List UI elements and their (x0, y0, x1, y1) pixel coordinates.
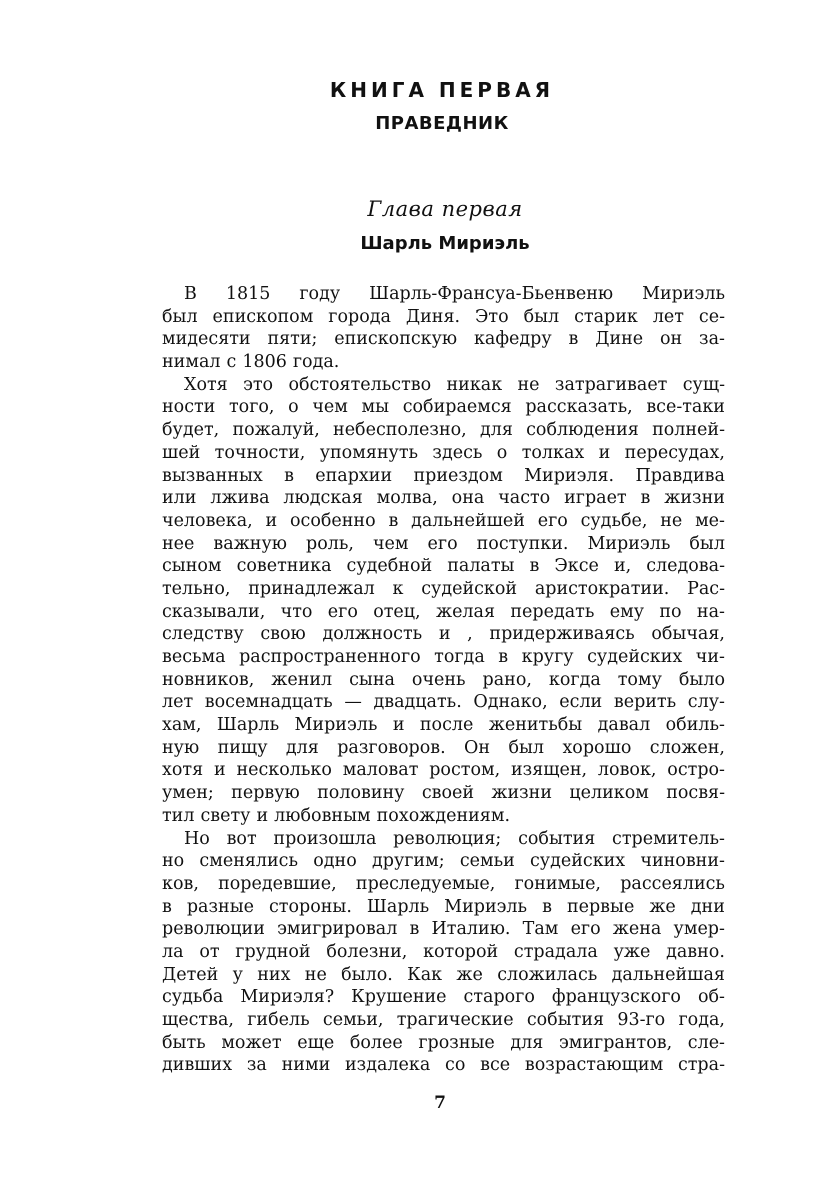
text-line: нее важную роль, чем его поступки. Мириэль был (162, 533, 725, 554)
paragraph (162, 828, 725, 1078)
text-line: сказывали, что его отец, желая передать ему по на- (162, 601, 725, 622)
text-line: но сменялись одно другим; семьи судейских чиновни- (162, 851, 725, 872)
text-line: Но вот произошла революция; события стремитель- (184, 828, 725, 849)
text-line: весьма распространенного тогда в кругу судейских чи- (162, 647, 725, 667)
text-line: ла от грудной болезни, которой страдала уже давно. (162, 941, 725, 962)
text-line: ков, поредевшие, преследуемые, гонимые, рассеялись (162, 873, 725, 894)
paragraph (162, 283, 725, 374)
text-line: в разные стороны. Шарль Мириэль в первые же дни (162, 896, 725, 917)
text-line: тил свету и любовным похождениям. (162, 805, 511, 826)
text-line: хотя и несколько маловат ростом, изящен, ловок, остро- (162, 760, 725, 781)
text-line: мидесяти пяти; епископскую кафедру в Дине он за- (162, 329, 725, 350)
text-line: вызванных в епархии приездом Мириэля. Правдива (162, 465, 725, 486)
text-line: новников, женил сына очень рано, когда тому было (162, 669, 725, 690)
text-line: ную пищу для разговоров. Он был хорошо сложен, (162, 737, 725, 758)
chapter-title: Шарль Мириэль (360, 233, 530, 254)
text-line: сыном советника судебной палаты в Эксе и, следова- (162, 556, 725, 577)
chapter-label: Глава первая (367, 197, 523, 221)
text-line: человека, и особенно в дальнейшей его судьбе, не ме- (162, 510, 725, 531)
text-line: лет восемнадцать — двадцать. Однако, если верить слу- (162, 692, 725, 713)
text-line: быть может еще более грозные для эмигрантов, сле- (162, 1032, 725, 1053)
text-line: Детей у них не было. Как же сложилась дальнейшая (162, 964, 725, 985)
book-subtitle: ПРАВЕДНИК (375, 113, 509, 134)
book-title: КНИГА ПЕРВАЯ (329, 78, 555, 102)
body-text (162, 283, 725, 1077)
text-line: ности того, о чем мы собираемся рассказать, все-таки (162, 397, 725, 418)
text-line: хам, Шарль Мириэль и после женитьбы давал обиль- (162, 715, 725, 736)
text-line: революции эмигрировал в Италию. Там его жена умер- (162, 919, 725, 940)
text-line: следству свою должность и , придерживаясь обычая, (162, 624, 725, 645)
text-line: умен; первую половину своей жизни целиком посвя- (162, 783, 725, 804)
text-line: шей точности, упомянуть здесь о толках и пересудах, (162, 442, 725, 463)
text-line: дивших за ними издалека со все возрастающим стра- (162, 1055, 725, 1076)
text-line: или лжива людская молва, она часто играет в жизни (162, 488, 725, 509)
text-line: был епископом города Диня. Это был старик лет се- (162, 306, 725, 327)
text-line: нимал с 1806 года. (162, 352, 340, 373)
paragraph (162, 374, 725, 828)
text-line: будет, пожалуй, небесполезно, для соблюдения полней- (162, 420, 725, 441)
text-line: В 1815 году Шарль-Франсуа-Бьенвеню Мириэль (184, 284, 725, 304)
page-number: 7 (434, 1093, 446, 1113)
text-line: Хотя это обстоятельство никак не затрагивает сущ- (184, 374, 725, 395)
text-line: щества, гибель семьи, трагические события 93-го года, (162, 1010, 725, 1030)
text-line: тельно, принадлежал к судейской аристократии. Рас- (162, 578, 725, 599)
text-line: судьба Мириэля? Крушение старого французского об- (162, 987, 725, 1008)
